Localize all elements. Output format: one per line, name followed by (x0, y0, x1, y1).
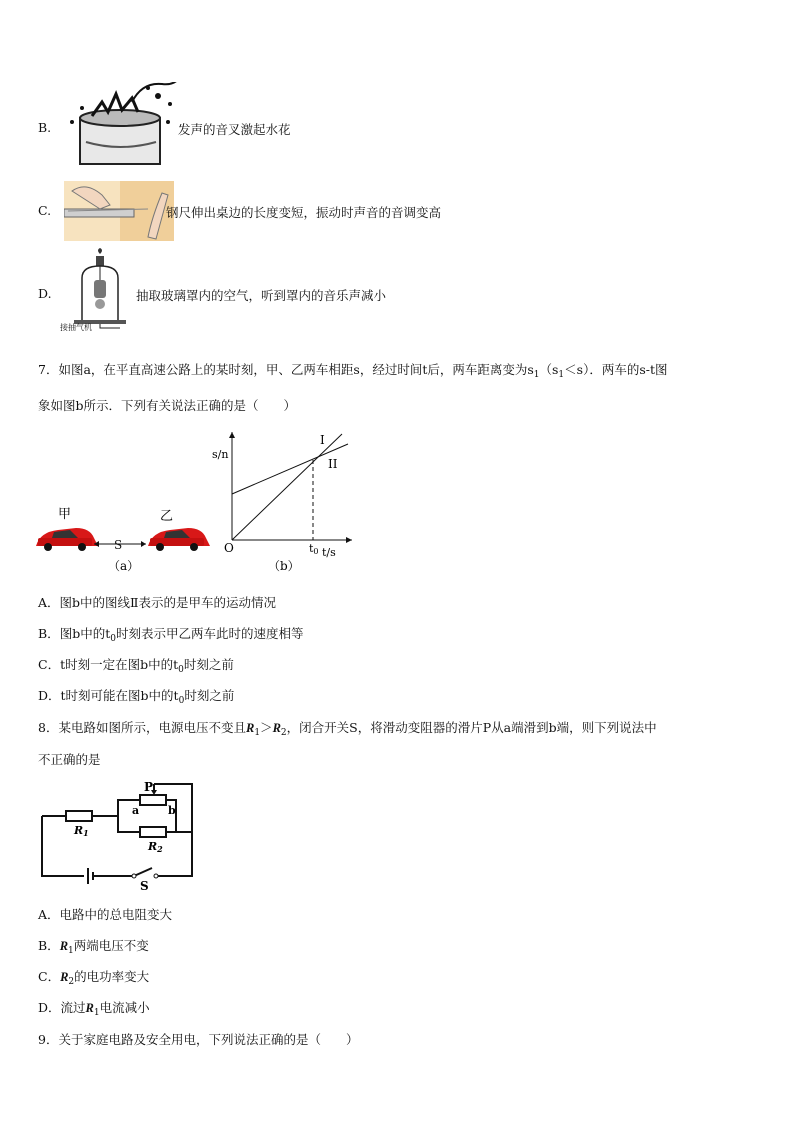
switch-s-label: S (140, 879, 149, 893)
y-axis-label: s/n (212, 448, 229, 461)
car-yi-icon (148, 528, 210, 551)
tuning-fork-water-image (62, 82, 190, 170)
q8-option-a[interactable]: A．电路中的总电阻变大 (38, 907, 173, 922)
figure-b-st-graph (206, 428, 356, 578)
terminal-b-label: b (168, 804, 176, 817)
car-jia-label: 甲 (58, 507, 72, 522)
q6-option-d-text: 抽取玻璃罩内的空气，听到罩内的音乐声减小 (136, 288, 387, 303)
r1-label: R1 (74, 824, 89, 838)
option-letter: B. (38, 120, 52, 135)
option-letter: C. (38, 203, 52, 218)
terminal-a-label: a (132, 804, 140, 817)
x-axis-label: t/s (322, 546, 336, 559)
option-letter: D. (38, 286, 52, 301)
line-1-label: I (320, 433, 325, 447)
q7-option-d[interactable]: D．t时刻可能在图b中的$t_0$时刻之前 (38, 688, 235, 706)
q7-option-a[interactable]: A．图b中的图线Ⅱ表示的是甲车的运动情况 (38, 595, 277, 610)
q8-stem-line2: 不正确的是 (38, 752, 101, 767)
r2-label: R2 (148, 840, 163, 854)
circuit-diagram (36, 776, 206, 894)
q6-option-c (38, 203, 51, 218)
pump-label: 接抽气机 (60, 323, 92, 332)
q8-option-b[interactable]: B．$R_1$两端电压不变 (38, 938, 149, 956)
figure-b-caption: （b） (268, 559, 300, 573)
q7-stem-line1: 7．如图a，在平直高速公路上的某时刻，甲、乙两车相距s，经过时间t后，两车距离变为$s_1(s_1<s)$．两车的s-t图 (38, 362, 668, 380)
q6-option-c-text: 钢尺伸出桌边的长度变短，振动时声音的音调变高 (166, 205, 442, 220)
car-yi-label: 乙 (160, 509, 174, 524)
q8-stem-line1: 8．某电路如图所示，电源电压不变且$R_1>R_2$，闭合开关S，将滑动变阻器的滑片P从a端滑到b端，则下列说法中 (38, 720, 657, 738)
q6-option-b (38, 120, 51, 135)
q8-option-c[interactable]: C．$R_2$的电功率变大 (38, 969, 150, 987)
q7-option-b[interactable]: B．图b中的$t_0$时刻表示甲乙两车此时的速度相等 (38, 626, 304, 644)
figure-a-cars (30, 500, 210, 580)
q6-option-b-text: 发声的音叉激起水花 (178, 122, 291, 137)
q6-option-d (38, 286, 52, 301)
q8-option-d[interactable]: D．流过$R_1$电流减小 (38, 1000, 150, 1018)
ruler-on-table-image (64, 181, 174, 241)
q9-stem: 9．关于家庭电路及安全用电，下列说法正确的是（ ） (38, 1032, 359, 1047)
figure-a-caption: （a） (108, 559, 140, 573)
slider-p-label: P (144, 780, 154, 794)
distance-label: S (114, 538, 123, 552)
line-2-label: II (328, 457, 338, 471)
origin-label: O (224, 541, 234, 555)
q7-stem-line2: 象如图b所示．下列有关说法正确的是（ ） (38, 398, 297, 413)
q7-option-c[interactable]: C．t时刻一定在图b中的$t_0$时刻之前 (38, 657, 234, 675)
car-jia-icon (36, 528, 98, 551)
t0-label: t0 (309, 542, 319, 556)
